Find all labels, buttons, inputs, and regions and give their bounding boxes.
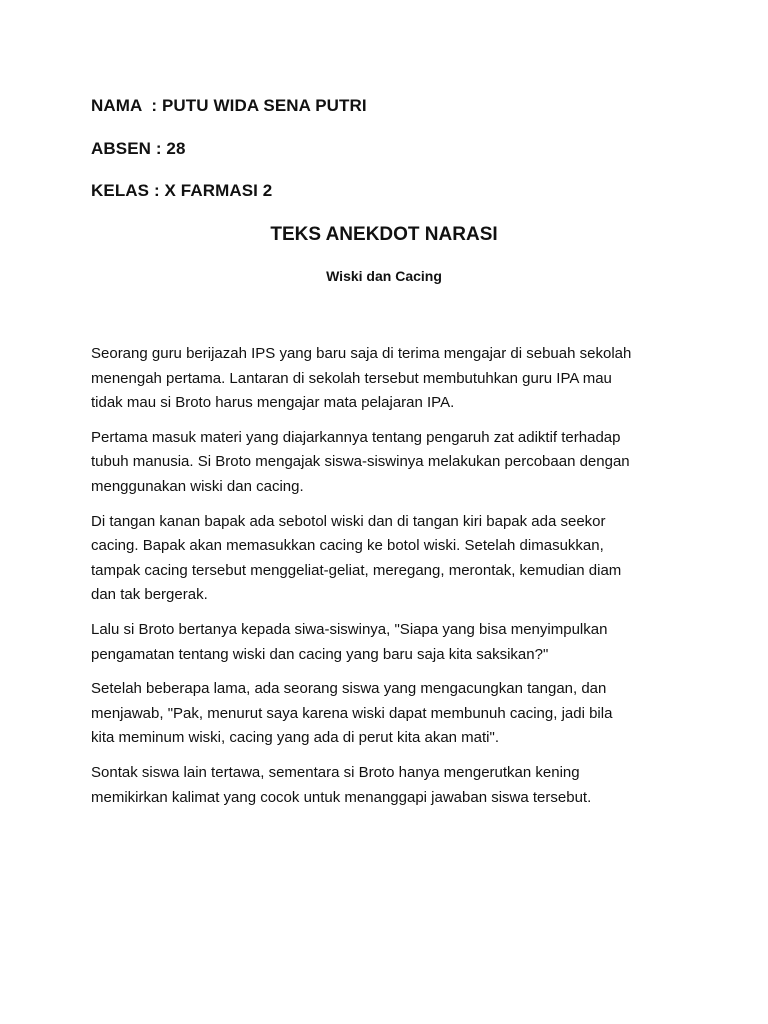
paragraph-line: Seorang guru berijazah IPS yang baru saja di terima mengajar di sebuah sekolah: [91, 345, 632, 362]
paragraph-line: Pertama masuk materi yang diajarkannya tentang pengaruh zat adiktif terhadap: [91, 428, 621, 446]
paragraph: [91, 677, 691, 751]
paragraph-line: cacing. Bapak akan memasukkan cacing ke botol wiski. Setelah dimasukkan,: [91, 537, 604, 555]
paragraph-line: tubuh manusia. Si Broto mengajak siswa-siswinya melakukan percobaan dengan: [91, 453, 630, 471]
paragraph: [91, 510, 691, 608]
paragraph-line: Di tangan kanan bapak ada sebotol wiski dan di tangan kiri bapak ada seekor: [91, 512, 606, 530]
student-class: KELAS : X FARMASI 2: [91, 181, 273, 200]
document-subtitle: Wiski dan Cacing: [326, 268, 442, 284]
paragraph: [91, 761, 691, 810]
student-number: ABSEN : 28: [91, 139, 186, 158]
paragraph-line: memikirkan kalimat yang cocok untuk menanggapi jawaban siswa tersebut.: [91, 788, 592, 806]
paragraph-line: menengah pertama. Lantaran di sekolah tersebut membutuhkan guru IPA mau: [91, 369, 612, 387]
student-name: NAMA : PUTU WIDA SENA PUTRI: [91, 96, 367, 115]
paragraph-line: Sontak siswa lain tertawa, sementara si Broto hanya mengerutkan kening: [91, 763, 580, 781]
paragraph: [91, 618, 691, 667]
paragraph-line: tidak mau si Broto harus mengajar mata pelajaran IPA.: [91, 394, 455, 412]
paragraph-line: menjawab, "Pak, menurut saya karena wiski dapat membunuh cacing, jadi bila: [91, 704, 613, 722]
paragraph-line: dan tak bergerak.: [91, 586, 208, 604]
document-title: TEKS ANEKDOT NARASI: [270, 224, 498, 245]
paragraph-line: tampak cacing tersebut menggeliat-geliat, meregang, merontak, kemudian diam: [91, 561, 622, 579]
paragraph: [91, 342, 691, 416]
paragraph: [91, 426, 691, 500]
paragraph-line: kita meminum wiski, cacing yang ada di perut kita akan mati".: [91, 729, 500, 747]
paragraph-line: menggunakan wiski dan cacing.: [91, 477, 304, 495]
paragraph-line: Setelah beberapa lama, ada seorang siswa yang mengacungkan tangan, dan: [91, 680, 607, 698]
paragraph-line: pengamatan tentang wiski dan cacing yang baru saja kita saksikan?": [91, 645, 549, 663]
story-body: [91, 342, 691, 820]
paragraph-line: Lalu si Broto bertanya kepada siwa-siswinya, "Siapa yang bisa menyimpulkan: [91, 620, 608, 638]
